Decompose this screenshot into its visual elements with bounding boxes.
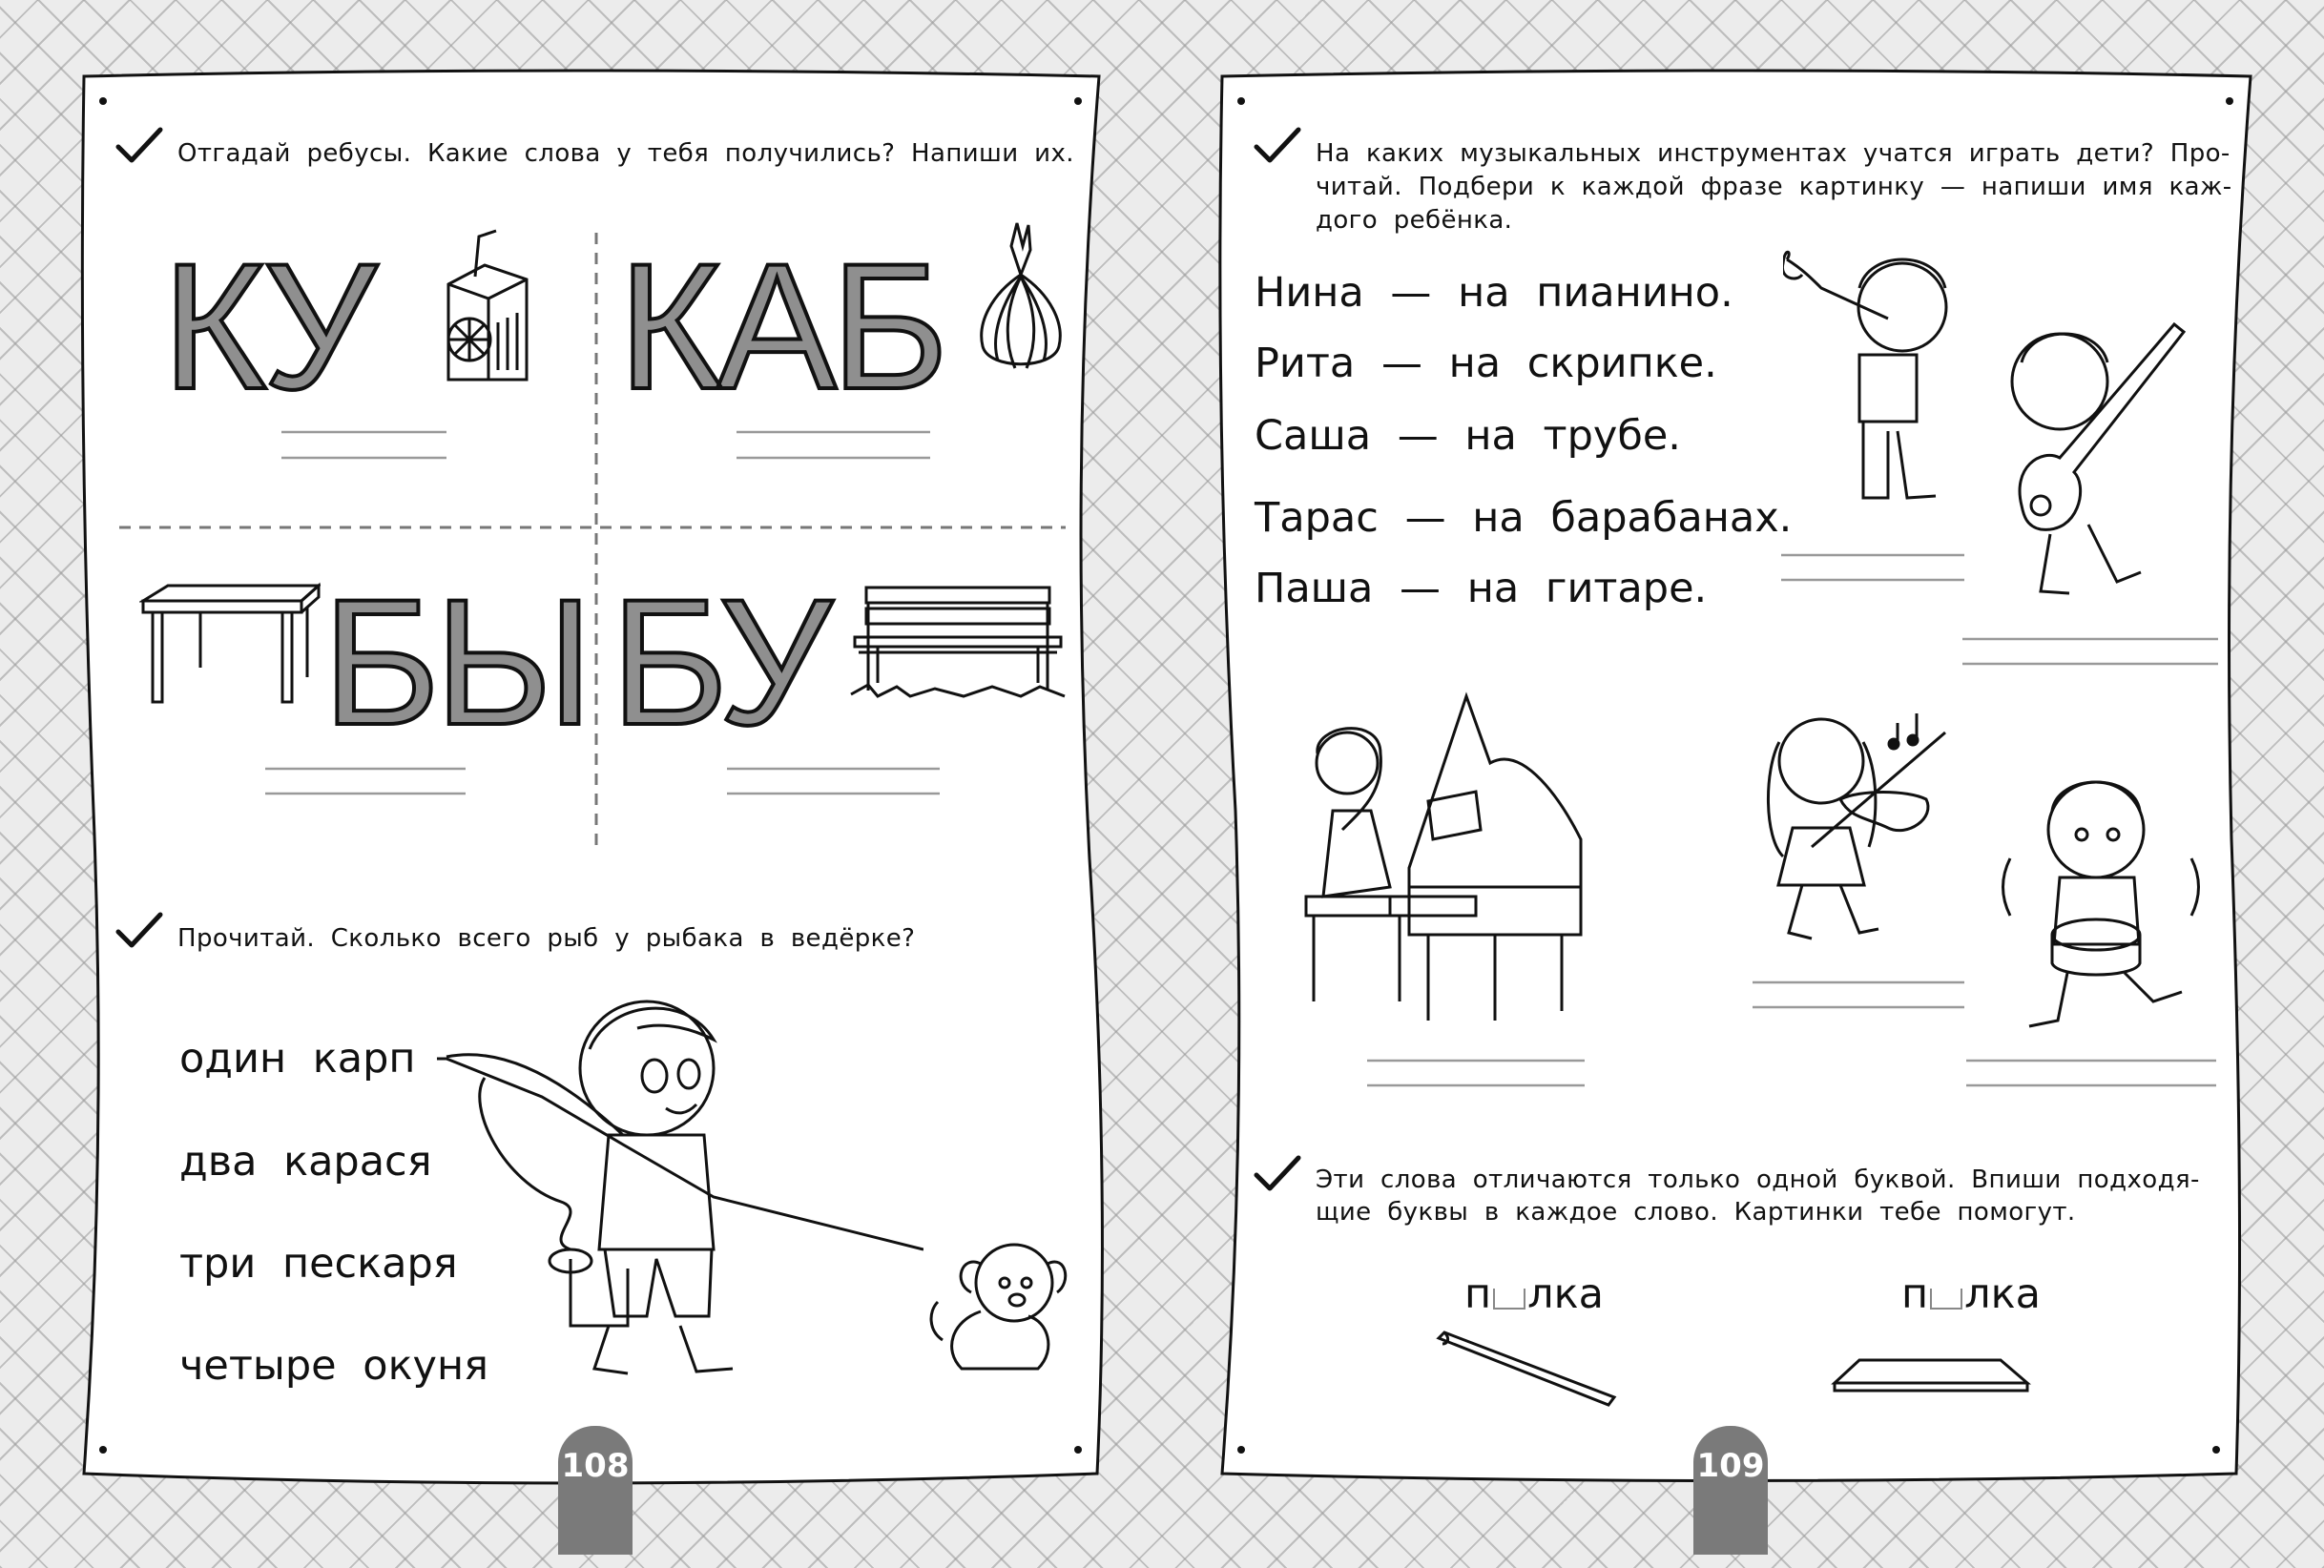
fisher-boy-icon [427, 992, 923, 1402]
checkmark-icon [114, 126, 164, 168]
word-prefix: п [1464, 1270, 1492, 1318]
right-page [1163, 0, 2324, 1568]
stick-icon [1435, 1331, 1626, 1407]
bench-icon [849, 580, 1067, 704]
task-instruction-line: На каких музыкальных инструментах учатся играть дети? Про- [1316, 139, 2231, 168]
word-suffix: лка [1527, 1270, 1604, 1318]
shelf-icon [1831, 1354, 2031, 1402]
page-number-tab [558, 1426, 633, 1555]
fish-word: один карп [179, 1035, 416, 1083]
task-instruction-line: щие буквы в каждое слово. Картинки тебе помогут. [1316, 1198, 2076, 1227]
trumpet-boy-icon [1783, 250, 1974, 512]
violin-girl-icon [1754, 704, 1964, 961]
onion-icon [973, 217, 1069, 380]
letter-blank[interactable] [1493, 1289, 1525, 1310]
rebus-letters: КАБ [618, 226, 944, 426]
rebus-letters: КУ [162, 226, 372, 426]
left-page [0, 0, 1161, 1568]
task-instruction-line: Эти слова отличаются только одной буквой. Впиши подходя- [1316, 1166, 2200, 1194]
task-instruction-line: читай. Подбери к каждой фразе картинку — напиши имя каж- [1316, 173, 2232, 201]
phrase: Саша — на трубе. [1255, 412, 1681, 460]
piano-girl-icon [1304, 687, 1590, 1030]
phrase: Паша — на гитаре. [1255, 565, 1708, 612]
blank-word [1464, 1270, 1604, 1318]
rebus-letters: БЫ [322, 562, 588, 762]
letter-blank[interactable] [1930, 1289, 1962, 1310]
rebus-letters: БУ [611, 562, 827, 762]
task-instruction-line: дого ребёнка. [1316, 206, 1513, 235]
fish-word: три пескаря [179, 1240, 458, 1288]
drum-boy-icon [1991, 763, 2220, 1040]
page-number: 108 [561, 1447, 630, 1485]
fish-word: два карася [179, 1138, 432, 1186]
task-instruction: Прочитай. Сколько всего рыб у рыбака в ведёрке? [177, 924, 916, 953]
page-number: 109 [1696, 1447, 1765, 1485]
page-number-tab [1693, 1426, 1768, 1555]
blank-word [1901, 1270, 2041, 1318]
task-instruction: Отгадай ребусы. Какие слова у тебя получились? Напиши их. [177, 139, 1074, 168]
phrase: Нина — на пианино. [1255, 269, 1733, 317]
checkmark-icon [114, 911, 164, 953]
checkmark-icon [1253, 1154, 1302, 1196]
fish-word: четыре окуня [179, 1342, 488, 1390]
word-suffix: лка [1964, 1270, 2041, 1318]
phrase: Тарас — на барабанах. [1255, 494, 1793, 542]
table-icon [139, 582, 321, 706]
checkmark-icon [1253, 126, 1302, 168]
guitar-boy-icon [1983, 315, 2193, 601]
word-prefix: п [1901, 1270, 1929, 1318]
phrase: Рита — на скрипке. [1255, 340, 1717, 387]
puppy-icon [923, 1226, 1076, 1378]
juice-box-icon [439, 227, 534, 384]
